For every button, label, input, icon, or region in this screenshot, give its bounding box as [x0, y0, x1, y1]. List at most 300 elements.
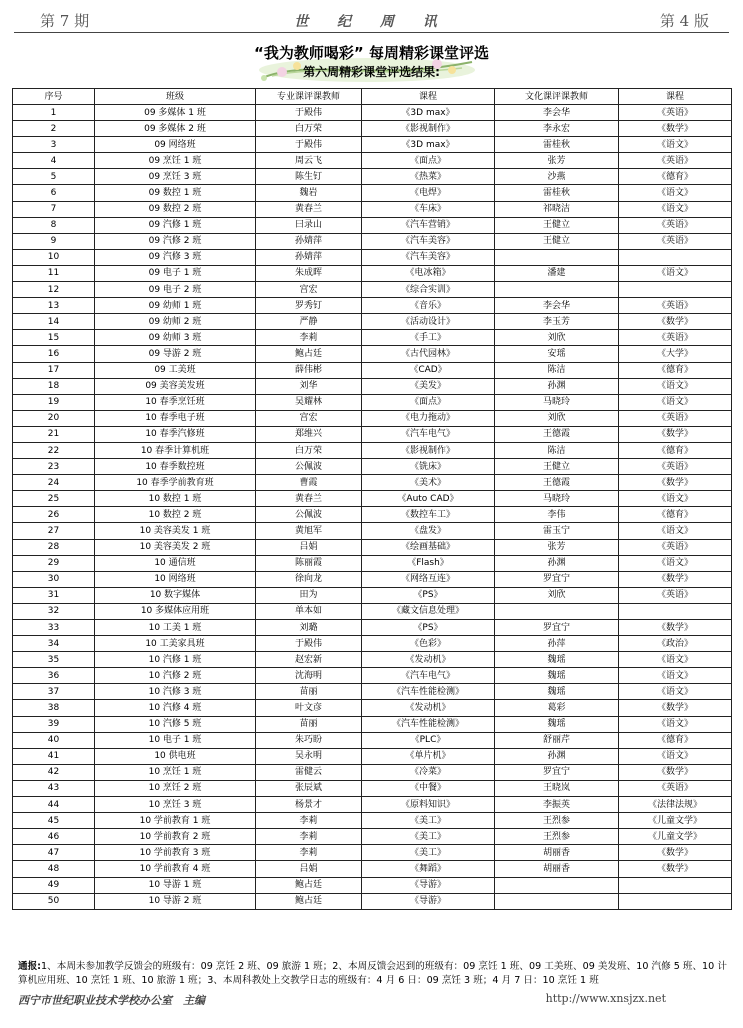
cell-cul-course: 《英语》 [619, 459, 732, 475]
cell-pro-teacher: 白万荣 [256, 121, 362, 137]
table-header-row [13, 89, 732, 105]
cell-pro-teacher: 刘华 [256, 378, 362, 394]
cell-seq: 35 [13, 652, 95, 668]
cell-seq: 41 [13, 748, 95, 764]
cell-cul-course: 《语文》 [619, 652, 732, 668]
cell-cul-teacher: 魏瑶 [495, 684, 619, 700]
cell-class: 09 多媒体 2 班 [95, 121, 256, 137]
cell-class: 10 春季计算机班 [95, 442, 256, 458]
cell-seq: 34 [13, 636, 95, 652]
cell-pro-teacher: 吴永明 [256, 748, 362, 764]
cell-pro-teacher: 鲍占廷 [256, 893, 362, 909]
cell-cul-course: 《数学》 [619, 620, 732, 636]
header-divider [14, 32, 729, 33]
cell-seq: 38 [13, 700, 95, 716]
cell-pro-course: 《美术》 [362, 475, 495, 491]
cell-seq: 14 [13, 314, 95, 330]
cell-pro-teacher: 曰录山 [256, 217, 362, 233]
cell-seq: 11 [13, 265, 95, 281]
cell-seq: 31 [13, 587, 95, 603]
table-row [13, 764, 732, 780]
cell-class: 10 数控 1 班 [95, 491, 256, 507]
cell-pro-teacher: 李莉 [256, 330, 362, 346]
cell-cul-course: 《语文》 [619, 684, 732, 700]
cell-cul-course: 《语文》 [619, 716, 732, 732]
table-row [13, 185, 732, 201]
cell-seq: 10 [13, 249, 95, 265]
cell-pro-course: 《音乐》 [362, 298, 495, 314]
table-row [13, 217, 732, 233]
cell-pro-course: 《面点》 [362, 394, 495, 410]
table-row [13, 877, 732, 893]
table-row [13, 475, 732, 491]
cell-cul-teacher [495, 603, 619, 619]
cell-cul-teacher: 胡丽香 [495, 861, 619, 877]
cell-seq: 30 [13, 571, 95, 587]
cell-pro-teacher: 沈海明 [256, 668, 362, 684]
table-row [13, 539, 732, 555]
cell-class: 10 网络班 [95, 571, 256, 587]
cell-cul-teacher: 王德霞 [495, 475, 619, 491]
cell-pro-course: 《Flash》 [362, 555, 495, 571]
table-row [13, 330, 732, 346]
cell-class: 10 数控 2 班 [95, 507, 256, 523]
cell-seq: 33 [13, 620, 95, 636]
cell-cul-course: 《政治》 [619, 636, 732, 652]
cell-class: 09 电子 2 班 [95, 282, 256, 298]
cell-cul-course: 《德育》 [619, 362, 732, 378]
cell-seq: 27 [13, 523, 95, 539]
cell-seq: 9 [13, 233, 95, 249]
table-row [13, 587, 732, 603]
cell-cul-course: 《数学》 [619, 121, 732, 137]
cell-cul-teacher: 王晓岚 [495, 780, 619, 796]
cell-seq: 42 [13, 764, 95, 780]
cell-pro-teacher: 鲍占廷 [256, 877, 362, 893]
cell-pro-course: 《车床》 [362, 201, 495, 217]
cell-seq: 43 [13, 780, 95, 796]
cell-pro-course: 《影视制作》 [362, 121, 495, 137]
cell-cul-course: 《英语》 [619, 298, 732, 314]
cell-cul-course [619, 603, 732, 619]
cell-cul-course: 《语文》 [619, 265, 732, 281]
table-body [13, 105, 732, 910]
cell-seq: 23 [13, 459, 95, 475]
cell-pro-teacher: 朱巧盼 [256, 732, 362, 748]
cell-cul-teacher: 张芳 [495, 539, 619, 555]
cell-pro-course: 《汽车营销》 [362, 217, 495, 233]
cell-pro-teacher: 宫宏 [256, 410, 362, 426]
cell-pro-teacher: 曹霞 [256, 475, 362, 491]
cell-cul-course: 《英语》 [619, 410, 732, 426]
cell-class: 10 汽修 3 班 [95, 684, 256, 700]
cell-cul-course: 《德育》 [619, 442, 732, 458]
cell-seq: 21 [13, 426, 95, 442]
cell-pro-course: 《汽车性能检测》 [362, 684, 495, 700]
header-cell-pro-teacher: 专业课评课教师 [256, 89, 362, 105]
cell-class: 10 春季汽修班 [95, 426, 256, 442]
cell-seq: 16 [13, 346, 95, 362]
cell-seq: 19 [13, 394, 95, 410]
cell-seq: 44 [13, 797, 95, 813]
cell-pro-teacher: 公佩波 [256, 507, 362, 523]
cell-class: 10 春季数控班 [95, 459, 256, 475]
cell-class: 10 春季学前教育班 [95, 475, 256, 491]
table-row [13, 732, 732, 748]
cell-pro-course: 《铣床》 [362, 459, 495, 475]
cell-seq: 13 [13, 298, 95, 314]
cell-seq: 48 [13, 861, 95, 877]
header-cell-seq: 序号 [13, 89, 95, 105]
cell-cul-teacher: 刘欣 [495, 410, 619, 426]
cell-pro-teacher: 叶文彦 [256, 700, 362, 716]
evaluation-table [12, 88, 732, 910]
cell-cul-course: 《语文》 [619, 748, 732, 764]
cell-seq: 20 [13, 410, 95, 426]
cell-cul-course: 《语文》 [619, 668, 732, 684]
table-row [13, 459, 732, 475]
cell-cul-course: 《大学》 [619, 346, 732, 362]
cell-pro-course: 《美发》 [362, 378, 495, 394]
cell-cul-course: 《儿童文学》 [619, 829, 732, 845]
cell-cul-course: 《数学》 [619, 571, 732, 587]
cell-cul-teacher: 王健立 [495, 217, 619, 233]
cell-pro-course: 《汽车电气》 [362, 426, 495, 442]
cell-class: 10 学前教育 3 班 [95, 845, 256, 861]
header-cell-pro-course: 课程 [362, 89, 495, 105]
cell-class: 10 导游 2 班 [95, 893, 256, 909]
cell-cul-teacher: 李玉芳 [495, 314, 619, 330]
cell-class: 09 数控 1 班 [95, 185, 256, 201]
cell-class: 10 学前教育 4 班 [95, 861, 256, 877]
table-row [13, 346, 732, 362]
cell-pro-course: 《手工》 [362, 330, 495, 346]
cell-pro-course: 《汽车性能检测》 [362, 716, 495, 732]
table-row [13, 684, 732, 700]
cell-pro-teacher: 公佩波 [256, 459, 362, 475]
cell-class: 09 幼师 3 班 [95, 330, 256, 346]
cell-class: 10 多媒体应用班 [95, 603, 256, 619]
cell-pro-course: 《古代园林》 [362, 346, 495, 362]
cell-seq: 18 [13, 378, 95, 394]
cell-pro-course: 《综合实训》 [362, 282, 495, 298]
cell-class: 09 导游 2 班 [95, 346, 256, 362]
cell-cul-teacher: 葛彩 [495, 700, 619, 716]
cell-pro-course: 《CAD》 [362, 362, 495, 378]
cell-class: 10 工美 1 班 [95, 620, 256, 636]
cell-cul-course: 《数学》 [619, 861, 732, 877]
cell-seq: 7 [13, 201, 95, 217]
cell-cul-teacher: 王烈参 [495, 813, 619, 829]
cell-cul-teacher: 潘建 [495, 265, 619, 281]
cell-seq: 32 [13, 603, 95, 619]
cell-pro-teacher: 张辰斌 [256, 780, 362, 796]
cell-pro-course: 《色彩》 [362, 636, 495, 652]
cell-class: 10 供电班 [95, 748, 256, 764]
cell-cul-teacher: 安瑶 [495, 346, 619, 362]
table-row [13, 507, 732, 523]
cell-seq: 12 [13, 282, 95, 298]
cell-pro-teacher: 黄春兰 [256, 201, 362, 217]
cell-pro-teacher: 赵宏新 [256, 652, 362, 668]
cell-pro-course: 《美工》 [362, 845, 495, 861]
cell-class: 10 学前教育 1 班 [95, 813, 256, 829]
notice-section [18, 960, 730, 988]
cell-pro-teacher: 李莉 [256, 845, 362, 861]
cell-cul-course: 《英语》 [619, 587, 732, 603]
cell-seq: 50 [13, 893, 95, 909]
cell-pro-course: 《电力拖动》 [362, 410, 495, 426]
cell-class: 09 电子 1 班 [95, 265, 256, 281]
cell-pro-teacher: 李莉 [256, 813, 362, 829]
cell-pro-teacher: 罗秀钉 [256, 298, 362, 314]
cell-class: 09 多媒体 1 班 [95, 105, 256, 121]
page-header [14, 8, 729, 30]
cell-pro-teacher: 吴耀林 [256, 394, 362, 410]
table-row [13, 491, 732, 507]
cell-cul-teacher: 沙燕 [495, 169, 619, 185]
cell-cul-teacher: 刘欣 [495, 330, 619, 346]
cell-pro-teacher: 单本如 [256, 603, 362, 619]
cell-cul-teacher [495, 877, 619, 893]
cell-pro-course: 《中餐》 [362, 780, 495, 796]
cell-class: 09 幼师 1 班 [95, 298, 256, 314]
table-row [13, 169, 732, 185]
cell-cul-teacher: 魏瑶 [495, 668, 619, 684]
cell-cul-course: 《数学》 [619, 314, 732, 330]
cell-cul-course: 《英语》 [619, 153, 732, 169]
cell-pro-course: 《热菜》 [362, 169, 495, 185]
table-row [13, 652, 732, 668]
cell-class: 10 汽修 4 班 [95, 700, 256, 716]
cell-pro-teacher: 田为 [256, 587, 362, 603]
table-row [13, 394, 732, 410]
cell-seq: 28 [13, 539, 95, 555]
cell-class: 10 春季电子班 [95, 410, 256, 426]
cell-pro-teacher: 陈丽霞 [256, 555, 362, 571]
cell-pro-teacher: 雷健云 [256, 764, 362, 780]
cell-cul-course: 《数学》 [619, 700, 732, 716]
cell-cul-teacher: 孙渊 [495, 378, 619, 394]
table-row [13, 426, 732, 442]
cell-cul-teacher: 张芳 [495, 153, 619, 169]
cell-cul-course: 《语文》 [619, 201, 732, 217]
cell-cul-teacher: 李会华 [495, 105, 619, 121]
cell-cul-course [619, 893, 732, 909]
cell-cul-course: 《语文》 [619, 394, 732, 410]
cell-class: 10 通信班 [95, 555, 256, 571]
cell-pro-teacher: 鲍占廷 [256, 346, 362, 362]
cell-class: 09 网络班 [95, 137, 256, 153]
cell-cul-teacher: 王德霞 [495, 426, 619, 442]
table-row [13, 298, 732, 314]
cell-pro-course: 《PLC》 [362, 732, 495, 748]
cell-cul-teacher: 刘欣 [495, 587, 619, 603]
cell-seq: 45 [13, 813, 95, 829]
cell-cul-course: 《英语》 [619, 217, 732, 233]
table-row [13, 620, 732, 636]
table-row [13, 233, 732, 249]
paper-name: 世 纪 周 讯 [294, 14, 449, 30]
cell-class: 09 数控 2 班 [95, 201, 256, 217]
cell-cul-teacher [495, 249, 619, 265]
cell-pro-course: 《汽车美容》 [362, 249, 495, 265]
cell-pro-course: 《导游》 [362, 893, 495, 909]
cell-cul-teacher: 李永宏 [495, 121, 619, 137]
header-cell-cul-course: 课程 [619, 89, 732, 105]
cell-pro-course: 《3D max》 [362, 105, 495, 121]
notice-label: 通报: [18, 961, 42, 972]
cell-pro-teacher: 郑维兴 [256, 426, 362, 442]
cell-pro-course: 《绘画基础》 [362, 539, 495, 555]
cell-cul-course: 《数学》 [619, 475, 732, 491]
cell-pro-course: 《活动设计》 [362, 314, 495, 330]
cell-cul-course: 《英语》 [619, 780, 732, 796]
cell-class: 10 电子 1 班 [95, 732, 256, 748]
table-row [13, 249, 732, 265]
table-row [13, 555, 732, 571]
cell-cul-course: 《英语》 [619, 330, 732, 346]
cell-pro-teacher: 宫宏 [256, 282, 362, 298]
cell-cul-teacher: 王健立 [495, 233, 619, 249]
cell-pro-course: 《PS》 [362, 587, 495, 603]
table-row [13, 571, 732, 587]
cell-cul-teacher: 陈洁 [495, 442, 619, 458]
cell-seq: 8 [13, 217, 95, 233]
cell-pro-teacher: 严静 [256, 314, 362, 330]
cell-pro-teacher: 杨景才 [256, 797, 362, 813]
cell-class: 10 烹饪 1 班 [95, 764, 256, 780]
notice-text: 1、本周未参加教学反馈会的班级有：09 烹饪 2 班、09 旅游 1 班；2、本周反馈会迟到的班级有：09 烹饪 1 班、09 工美班、09 美发班、10 汽修 5 班、10 计算机应用班、10 烹饪 1 班、10 旅游 1 班；3、本周科教处上交教学日志的班级有：4 月 6 日：09 烹饪 3 班；4 月 7 日：10 烹饪 1 班 [18, 961, 727, 986]
cell-pro-course: 《电焊》 [362, 185, 495, 201]
cell-pro-course: 《网络互连》 [362, 571, 495, 587]
table-row [13, 861, 732, 877]
cell-seq: 37 [13, 684, 95, 700]
table-row [13, 137, 732, 153]
cell-pro-teacher: 苗丽 [256, 684, 362, 700]
table-row [13, 636, 732, 652]
cell-pro-teacher: 周云飞 [256, 153, 362, 169]
cell-class: 10 美容美发 2 班 [95, 539, 256, 555]
cell-cul-teacher: 胡丽香 [495, 845, 619, 861]
cell-pro-teacher: 薛伟彬 [256, 362, 362, 378]
cell-cul-course: 《语文》 [619, 137, 732, 153]
cell-cul-teacher: 王烈参 [495, 829, 619, 845]
cell-cul-teacher [495, 282, 619, 298]
cell-seq: 47 [13, 845, 95, 861]
cell-cul-course: 《德育》 [619, 732, 732, 748]
cell-class: 10 烹饪 3 班 [95, 797, 256, 813]
table-row [13, 362, 732, 378]
cell-cul-course: 《英语》 [619, 539, 732, 555]
table-row [13, 153, 732, 169]
table-row [13, 201, 732, 217]
cell-class: 10 学前教育 2 班 [95, 829, 256, 845]
cell-cul-course [619, 249, 732, 265]
cell-pro-course: 《原料知识》 [362, 797, 495, 813]
cell-cul-teacher: 雷桂秋 [495, 185, 619, 201]
cell-seq: 25 [13, 491, 95, 507]
cell-pro-teacher: 吕娟 [256, 539, 362, 555]
table-row [13, 829, 732, 845]
cell-class: 09 幼师 2 班 [95, 314, 256, 330]
cell-pro-teacher: 于殿伟 [256, 137, 362, 153]
cell-cul-teacher: 陈洁 [495, 362, 619, 378]
cell-pro-teacher: 朱成晖 [256, 265, 362, 281]
cell-cul-course: 《儿童文学》 [619, 813, 732, 829]
cell-pro-course: 《3D max》 [362, 137, 495, 153]
cell-cul-course [619, 282, 732, 298]
header-cell-cul-teacher: 文化课评课教师 [495, 89, 619, 105]
cell-seq: 15 [13, 330, 95, 346]
page-footer [18, 992, 730, 1010]
cell-pro-course: 《导游》 [362, 877, 495, 893]
cell-pro-course: 《汽车电气》 [362, 668, 495, 684]
cell-cul-teacher: 罗宜宁 [495, 571, 619, 587]
cell-cul-course: 《数学》 [619, 426, 732, 442]
cell-cul-course: 《语文》 [619, 555, 732, 571]
cell-class: 09 工美班 [95, 362, 256, 378]
table-row [13, 603, 732, 619]
cell-seq: 5 [13, 169, 95, 185]
cell-pro-teacher: 白万荣 [256, 442, 362, 458]
cell-seq: 29 [13, 555, 95, 571]
cell-cul-teacher: 孙渊 [495, 555, 619, 571]
table-row [13, 442, 732, 458]
cell-cul-course: 《语文》 [619, 185, 732, 201]
cell-pro-teacher: 于殿伟 [256, 636, 362, 652]
cell-cul-teacher: 马晓玲 [495, 394, 619, 410]
cell-pro-course: 《影视制作》 [362, 442, 495, 458]
table-row [13, 813, 732, 829]
cell-class: 10 导游 1 班 [95, 877, 256, 893]
cell-cul-course: 《英语》 [619, 105, 732, 121]
cell-class: 10 工美家具班 [95, 636, 256, 652]
cell-pro-teacher: 陈生钉 [256, 169, 362, 185]
cell-cul-teacher: 李会华 [495, 298, 619, 314]
cell-class: 10 汽修 5 班 [95, 716, 256, 732]
cell-pro-course: 《发动机》 [362, 700, 495, 716]
cell-cul-course: 《数学》 [619, 845, 732, 861]
cell-pro-teacher: 魏岩 [256, 185, 362, 201]
table-row [13, 523, 732, 539]
cell-cul-course: 《德育》 [619, 507, 732, 523]
main-title: “我为教师喝彩” 每周精彩课堂评选 [254, 44, 489, 62]
cell-cul-teacher: 孙萍 [495, 636, 619, 652]
table-row [13, 845, 732, 861]
cell-cul-teacher: 马晓玲 [495, 491, 619, 507]
table-row [13, 780, 732, 796]
issue-number: 第 7 期 [40, 12, 90, 30]
footer-school: 西宁市世纪职业技术学校办公室 主编 [18, 994, 205, 1007]
cell-cul-teacher: 罗宜宁 [495, 764, 619, 780]
cell-pro-course: 《Auto CAD》 [362, 491, 495, 507]
cell-seq: 39 [13, 716, 95, 732]
cell-pro-course: 《藏文信息处理》 [362, 603, 495, 619]
table-row [13, 282, 732, 298]
cell-seq: 40 [13, 732, 95, 748]
footer-url: http://www.xnsjzx.net [545, 992, 666, 1005]
cell-pro-course: 《舞蹈》 [362, 861, 495, 877]
table-row [13, 121, 732, 137]
table-row [13, 893, 732, 909]
cell-cul-course: 《数学》 [619, 764, 732, 780]
cell-cul-teacher: 李振英 [495, 797, 619, 813]
cell-class: 09 汽修 3 班 [95, 249, 256, 265]
table-row [13, 700, 732, 716]
table-row [13, 716, 732, 732]
cell-pro-course: 《电冰箱》 [362, 265, 495, 281]
